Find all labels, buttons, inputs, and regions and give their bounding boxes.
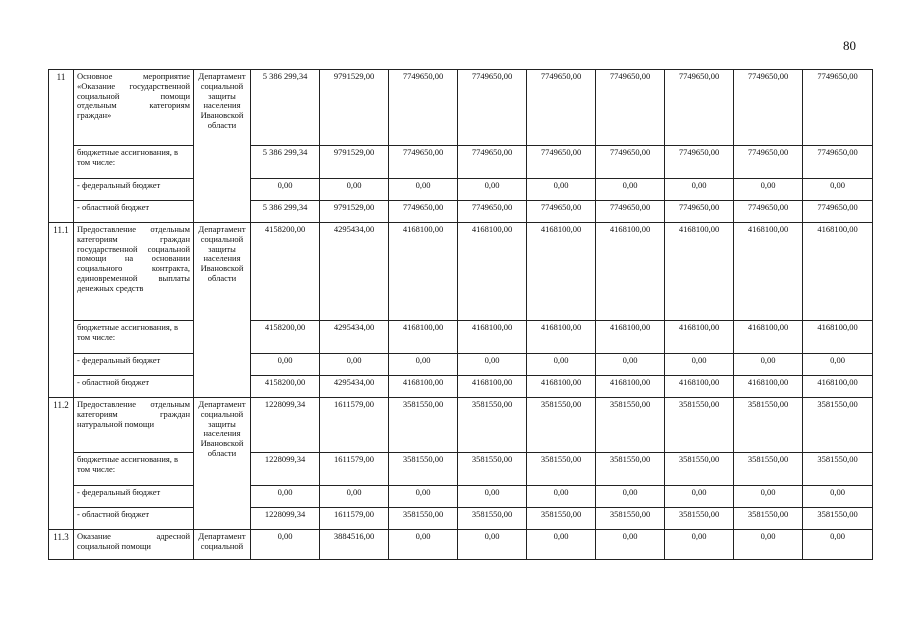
amount-cell: 0,00 (665, 486, 734, 508)
amount-cell: 0,00 (527, 179, 596, 201)
amount-cell: 0,00 (803, 179, 873, 201)
amount-cell: 7749650,00 (665, 201, 734, 223)
amount-cell: 0,00 (389, 486, 458, 508)
amount-cell: 7749650,00 (734, 146, 803, 179)
amount-cell: 0,00 (320, 486, 389, 508)
amount-cell: 4168100,00 (803, 321, 873, 354)
amount-cell: 0,00 (596, 354, 665, 376)
amount-cell: 0,00 (527, 486, 596, 508)
amount-cell: 5 386 299,34 (251, 70, 320, 146)
budget-line-label: - федеральный бюджет (74, 486, 194, 508)
amount-cell: 3581550,00 (665, 508, 734, 530)
amount-cell: 0,00 (320, 354, 389, 376)
amount-cell: 0,00 (734, 354, 803, 376)
amount-cell: 0,00 (527, 354, 596, 376)
row-index: 11.3 (49, 530, 74, 560)
amount-cell: 7749650,00 (734, 70, 803, 146)
amount-cell: 4295434,00 (320, 376, 389, 398)
amount-cell: 7749650,00 (803, 201, 873, 223)
amount-cell: 3581550,00 (389, 508, 458, 530)
amount-cell: 4168100,00 (734, 376, 803, 398)
amount-cell: 4168100,00 (389, 376, 458, 398)
amount-cell: 0,00 (251, 486, 320, 508)
amount-cell: 3581550,00 (596, 398, 665, 453)
section-row (49, 530, 873, 560)
amount-cell: 4168100,00 (527, 376, 596, 398)
budget-line-label: бюджетные ассигнования, в том числе: (74, 321, 194, 354)
amount-cell: 7749650,00 (458, 201, 527, 223)
budget-line-label: бюджетные ассигнования, в том числе: (74, 453, 194, 486)
amount-cell: 1611579,00 (320, 453, 389, 486)
amount-cell: 3581550,00 (596, 453, 665, 486)
amount-cell: 4295434,00 (320, 223, 389, 321)
amount-cell: 1611579,00 (320, 398, 389, 453)
budget-row (49, 179, 873, 201)
amount-cell: 0,00 (458, 486, 527, 508)
budget-row (49, 146, 873, 179)
amount-cell: 3581550,00 (527, 508, 596, 530)
amount-cell: 7749650,00 (389, 70, 458, 146)
measure-title: Предоставление отдельным категориям граждан государственной социальной помощи на основании социального контракта, единовременной выплаты денежных средств (74, 223, 194, 321)
amount-cell: 4168100,00 (596, 376, 665, 398)
amount-cell: 1228099,34 (251, 508, 320, 530)
section-row (49, 223, 873, 321)
budget-line-label: - федеральный бюджет (74, 354, 194, 376)
budget-line-label: - областной бюджет (74, 376, 194, 398)
amount-cell: 4168100,00 (389, 321, 458, 354)
budget-row (49, 321, 873, 354)
amount-cell: 4158200,00 (251, 223, 320, 321)
budget-row (49, 508, 873, 530)
amount-cell: 3581550,00 (527, 453, 596, 486)
amount-cell: 0,00 (665, 354, 734, 376)
budget-row (49, 354, 873, 376)
budget-line-label: - федеральный бюджет (74, 179, 194, 201)
amount-cell: 7749650,00 (665, 146, 734, 179)
amount-cell: 0,00 (665, 530, 734, 560)
amount-cell: 7749650,00 (803, 146, 873, 179)
row-index: 11 (49, 70, 74, 223)
amount-cell: 0,00 (803, 354, 873, 376)
amount-cell: 9791529,00 (320, 146, 389, 179)
amount-cell: 9791529,00 (320, 70, 389, 146)
amount-cell: 4168100,00 (458, 321, 527, 354)
amount-cell: 3581550,00 (734, 508, 803, 530)
measure-title: Основное мероприятие «Оказание государственной социальной помощи отдельным категориям граждан» (74, 70, 194, 146)
amount-cell: 3581550,00 (389, 398, 458, 453)
amount-cell: 0,00 (803, 486, 873, 508)
amount-cell: 4168100,00 (527, 223, 596, 321)
amount-cell: 3884516,00 (320, 530, 389, 560)
budget-row (49, 486, 873, 508)
amount-cell: 3581550,00 (665, 398, 734, 453)
amount-cell: 0,00 (320, 179, 389, 201)
budget-line-label: - областной бюджет (74, 201, 194, 223)
amount-cell: 4168100,00 (734, 321, 803, 354)
amount-cell: 3581550,00 (596, 508, 665, 530)
department-cell: Департамент социальной защиты населения Ивановской области (194, 70, 251, 223)
budget-line-label: бюджетные ассигнования, в том числе: (74, 146, 194, 179)
department-cell: Департамент социальной (194, 530, 251, 560)
amount-cell: 0,00 (251, 530, 320, 560)
amount-cell: 0,00 (251, 179, 320, 201)
amount-cell: 4168100,00 (803, 223, 873, 321)
department-cell: Департамент социальной защиты населения Ивановской области (194, 223, 251, 398)
budget-line-label: - областной бюджет (74, 508, 194, 530)
amount-cell: 4168100,00 (665, 223, 734, 321)
amount-cell: 0,00 (734, 530, 803, 560)
amount-cell: 4295434,00 (320, 321, 389, 354)
amount-cell: 3581550,00 (803, 508, 873, 530)
amount-cell: 3581550,00 (458, 508, 527, 530)
page-number: 80 (843, 38, 856, 53)
row-index: 11.2 (49, 398, 74, 530)
amount-cell: 7749650,00 (527, 70, 596, 146)
budget-table (48, 69, 873, 560)
amount-cell: 0,00 (596, 486, 665, 508)
measure-title: Предоставление отдельным категориям граждан натуральной помощи (74, 398, 194, 453)
amount-cell: 4168100,00 (803, 376, 873, 398)
amount-cell: 7749650,00 (596, 201, 665, 223)
amount-cell: 0,00 (665, 179, 734, 201)
amount-cell: 3581550,00 (734, 453, 803, 486)
amount-cell: 0,00 (803, 530, 873, 560)
amount-cell: 4168100,00 (458, 223, 527, 321)
section-row (49, 70, 873, 146)
amount-cell: 3581550,00 (527, 398, 596, 453)
amount-cell: 3581550,00 (665, 453, 734, 486)
amount-cell: 4168100,00 (458, 376, 527, 398)
amount-cell: 7749650,00 (389, 201, 458, 223)
amount-cell: 4168100,00 (389, 223, 458, 321)
department-cell: Департамент социальной защиты населения Ивановской области (194, 398, 251, 530)
amount-cell: 0,00 (458, 354, 527, 376)
amount-cell: 9791529,00 (320, 201, 389, 223)
amount-cell: 4168100,00 (665, 376, 734, 398)
amount-cell: 7749650,00 (458, 146, 527, 179)
amount-cell: 1228099,34 (251, 453, 320, 486)
amount-cell: 0,00 (596, 179, 665, 201)
budget-row (49, 376, 873, 398)
budget-row (49, 201, 873, 223)
budget-row (49, 453, 873, 486)
amount-cell: 4158200,00 (251, 321, 320, 354)
amount-cell: 7749650,00 (596, 70, 665, 146)
amount-cell: 7749650,00 (389, 146, 458, 179)
amount-cell: 0,00 (458, 179, 527, 201)
amount-cell: 3581550,00 (458, 398, 527, 453)
amount-cell: 4158200,00 (251, 376, 320, 398)
amount-cell: 3581550,00 (389, 453, 458, 486)
amount-cell: 7749650,00 (803, 70, 873, 146)
amount-cell: 4168100,00 (734, 223, 803, 321)
amount-cell: 0,00 (389, 354, 458, 376)
amount-cell: 3581550,00 (803, 453, 873, 486)
amount-cell: 0,00 (734, 179, 803, 201)
amount-cell: 1228099,34 (251, 398, 320, 453)
row-index: 11.1 (49, 223, 74, 398)
amount-cell: 4168100,00 (596, 321, 665, 354)
amount-cell: 0,00 (527, 530, 596, 560)
amount-cell: 4168100,00 (665, 321, 734, 354)
amount-cell: 4168100,00 (596, 223, 665, 321)
amount-cell: 0,00 (734, 486, 803, 508)
amount-cell: 7749650,00 (527, 146, 596, 179)
amount-cell: 1611579,00 (320, 508, 389, 530)
amount-cell: 3581550,00 (734, 398, 803, 453)
amount-cell: 7749650,00 (734, 201, 803, 223)
amount-cell: 7749650,00 (596, 146, 665, 179)
amount-cell: 0,00 (458, 530, 527, 560)
amount-cell: 7749650,00 (527, 201, 596, 223)
measure-title: Оказание адресной социальной помощи (74, 530, 194, 560)
amount-cell: 7749650,00 (458, 70, 527, 146)
section-row (49, 398, 873, 453)
amount-cell: 3581550,00 (458, 453, 527, 486)
amount-cell: 4168100,00 (527, 321, 596, 354)
amount-cell: 5 386 299,34 (251, 146, 320, 179)
amount-cell: 0,00 (389, 179, 458, 201)
amount-cell: 0,00 (389, 530, 458, 560)
amount-cell: 3581550,00 (803, 398, 873, 453)
amount-cell: 7749650,00 (665, 70, 734, 146)
amount-cell: 5 386 299,34 (251, 201, 320, 223)
amount-cell: 0,00 (251, 354, 320, 376)
amount-cell: 0,00 (596, 530, 665, 560)
